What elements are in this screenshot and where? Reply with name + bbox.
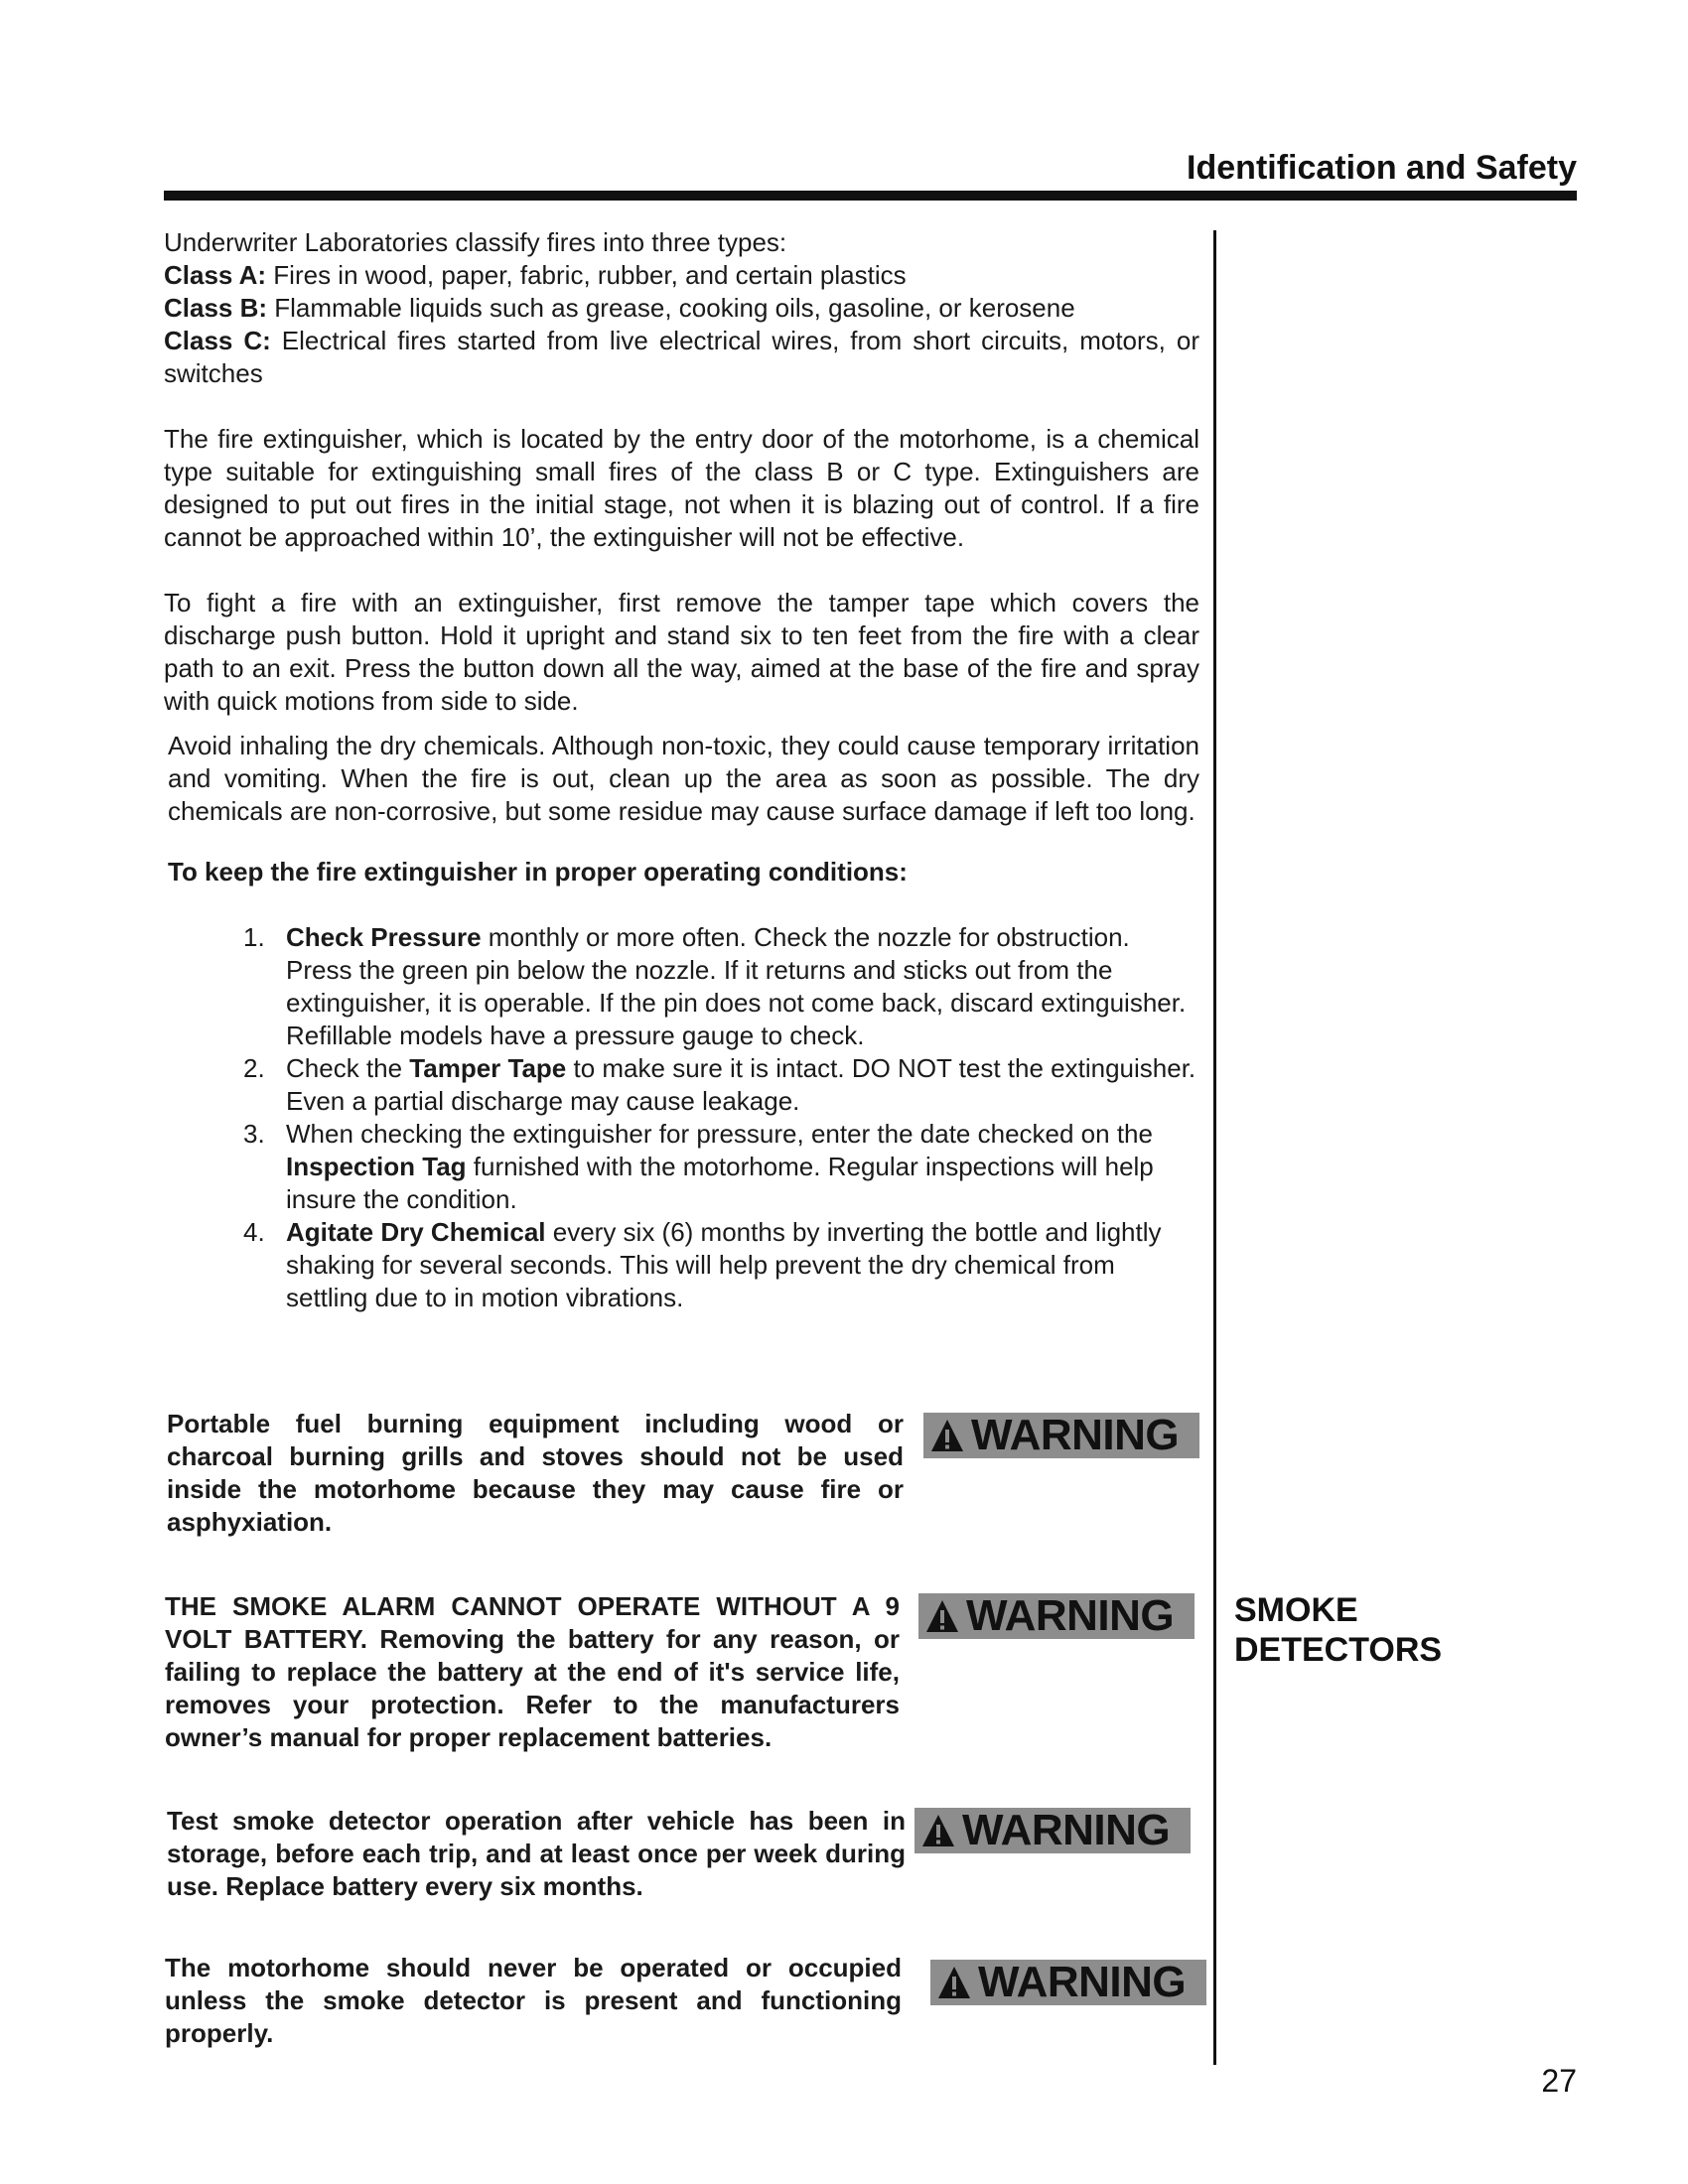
warning-text-detector-present: The motorhome should never be operated or occupied unless the smoke detector is present and functioning properly.	[165, 1953, 902, 2048]
class-c-text: Electrical fires started from live electrical wires, from short circuits, motors, or switches	[164, 326, 1199, 388]
warning-label: WARNING	[971, 1411, 1180, 1459]
warning-badge	[923, 1413, 1199, 1458]
class-b-text: Flammable liquids such as grease, cooking oils, gasoline, or kerosene	[267, 293, 1075, 323]
class-a-text: Fires in wood, paper, fabric, rubber, and certain plastics	[266, 260, 907, 290]
extinguisher-paragraph: The fire extinguisher, which is located by the entry door of the motorhome, is a chemical type suitable for extinguishing small fires of the class B or C type. Extinguishers are designed to put out fires in the initial stage, not when it is blazing out of control. If a fire cannot be approached within 10’, the extinguisher will not be effective.	[164, 424, 1199, 552]
warning-label: WARNING	[978, 1958, 1187, 2006]
warning-triangle-icon	[936, 1965, 972, 2000]
warning-badge	[914, 1808, 1191, 1853]
warning-label: WARNING	[962, 1806, 1171, 1854]
warning-badge	[930, 1960, 1206, 2005]
section-title: Identification and Safety	[1187, 149, 1577, 187]
warning-text-fuel-equipment: Portable fuel burning equipment including wood or charcoal burning grills and stoves should not be used inside the motorhome because they may cause fire or asphyxiation.	[167, 1409, 904, 1537]
avoid-inhaling-paragraph: Avoid inhaling the dry chemicals. Although non-toxic, they could cause temporary irritation and vomiting. When the fire is out, clean up the area as soon as possible. The dry chemicals are non-corrosive, but some residue may cause surface damage if left too long.	[168, 731, 1199, 826]
class-c-line	[164, 325, 1199, 390]
step-number: 1.	[243, 922, 265, 952]
step-number: 4.	[243, 1217, 265, 1247]
step-item: 3. When checking the extinguisher for pressure, enter the date checked on the Inspection Tag furnished with the motorhome. Regular inspections will help insure the condition.	[243, 1119, 1154, 1214]
page-number: 27	[1541, 2063, 1577, 2099]
class-a-line	[164, 259, 1199, 292]
step-item: 4. Agitate Dry Chemical every six (6) months by inverting the bottle and lightly shaking for several seconds. This will help prevent the dry chemical from settling due to in motion vibrations.	[243, 1217, 1162, 1312]
main-column	[164, 226, 1199, 1314]
warning-text-smoke-alarm-battery: THE SMOKE ALARM CANNOT OPERATE WITHOUT A 9 VOLT BATTERY. Removing the battery for any reason, or failing to replace the battery at the end of it's service life, removes your protection. Refer to the manufacturers owner’s manual for proper replacement batteries.	[165, 1591, 900, 1752]
side-heading-smoke-detectors: SMOKE DETECTORS	[1234, 1591, 1443, 1669]
keep-conditions-heading: To keep the fire extinguisher in proper operating conditions:	[168, 857, 908, 887]
warning-triangle-icon	[920, 1813, 956, 1848]
step-item: 2. Check the Tamper Tape to make sure it is intact. DO NOT test the extinguisher. Even a partial discharge may cause leakage.	[243, 1053, 1196, 1116]
class-b-label: Class B:	[164, 293, 268, 323]
maintenance-steps	[164, 921, 1199, 1314]
fire-classes-intro: Underwriter Laboratories classify fires into three types:	[164, 227, 787, 257]
step-number: 2.	[243, 1053, 265, 1083]
class-b-line	[164, 292, 1199, 325]
column-divider	[1213, 230, 1216, 2065]
warning-triangle-icon	[929, 1418, 965, 1453]
warning-triangle-icon	[924, 1598, 960, 1634]
warning-label: WARNING	[966, 1591, 1175, 1640]
step-number: 3.	[243, 1119, 265, 1149]
warning-text-test-detector: Test smoke detector operation after vehicle has been in storage, before each trip, and at least once per week during use. Replace battery every six months.	[167, 1806, 906, 1901]
step-item: 1. Check Pressure monthly or more often. Check the nozzle for obstruction. Press the green pin below the nozzle. If it returns and sticks out from the extinguisher, it is operable. If the pin does not come back, discard extinguisher. Refillable models have a pressure gauge to check.	[243, 922, 1187, 1050]
class-c-label: Class C:	[164, 326, 271, 355]
fight-fire-paragraph: To fight a fire with an extinguisher, first remove the tamper tape which covers the discharge push button. Hold it upright and stand six to ten feet from the fire with a clear path to an exit. Press the button down all the way, aimed at the base of the fire and spray with quick motions from side to side.	[164, 588, 1199, 716]
warning-badge	[918, 1593, 1195, 1639]
header-rule	[164, 191, 1577, 201]
class-a-label: Class A:	[164, 260, 267, 290]
